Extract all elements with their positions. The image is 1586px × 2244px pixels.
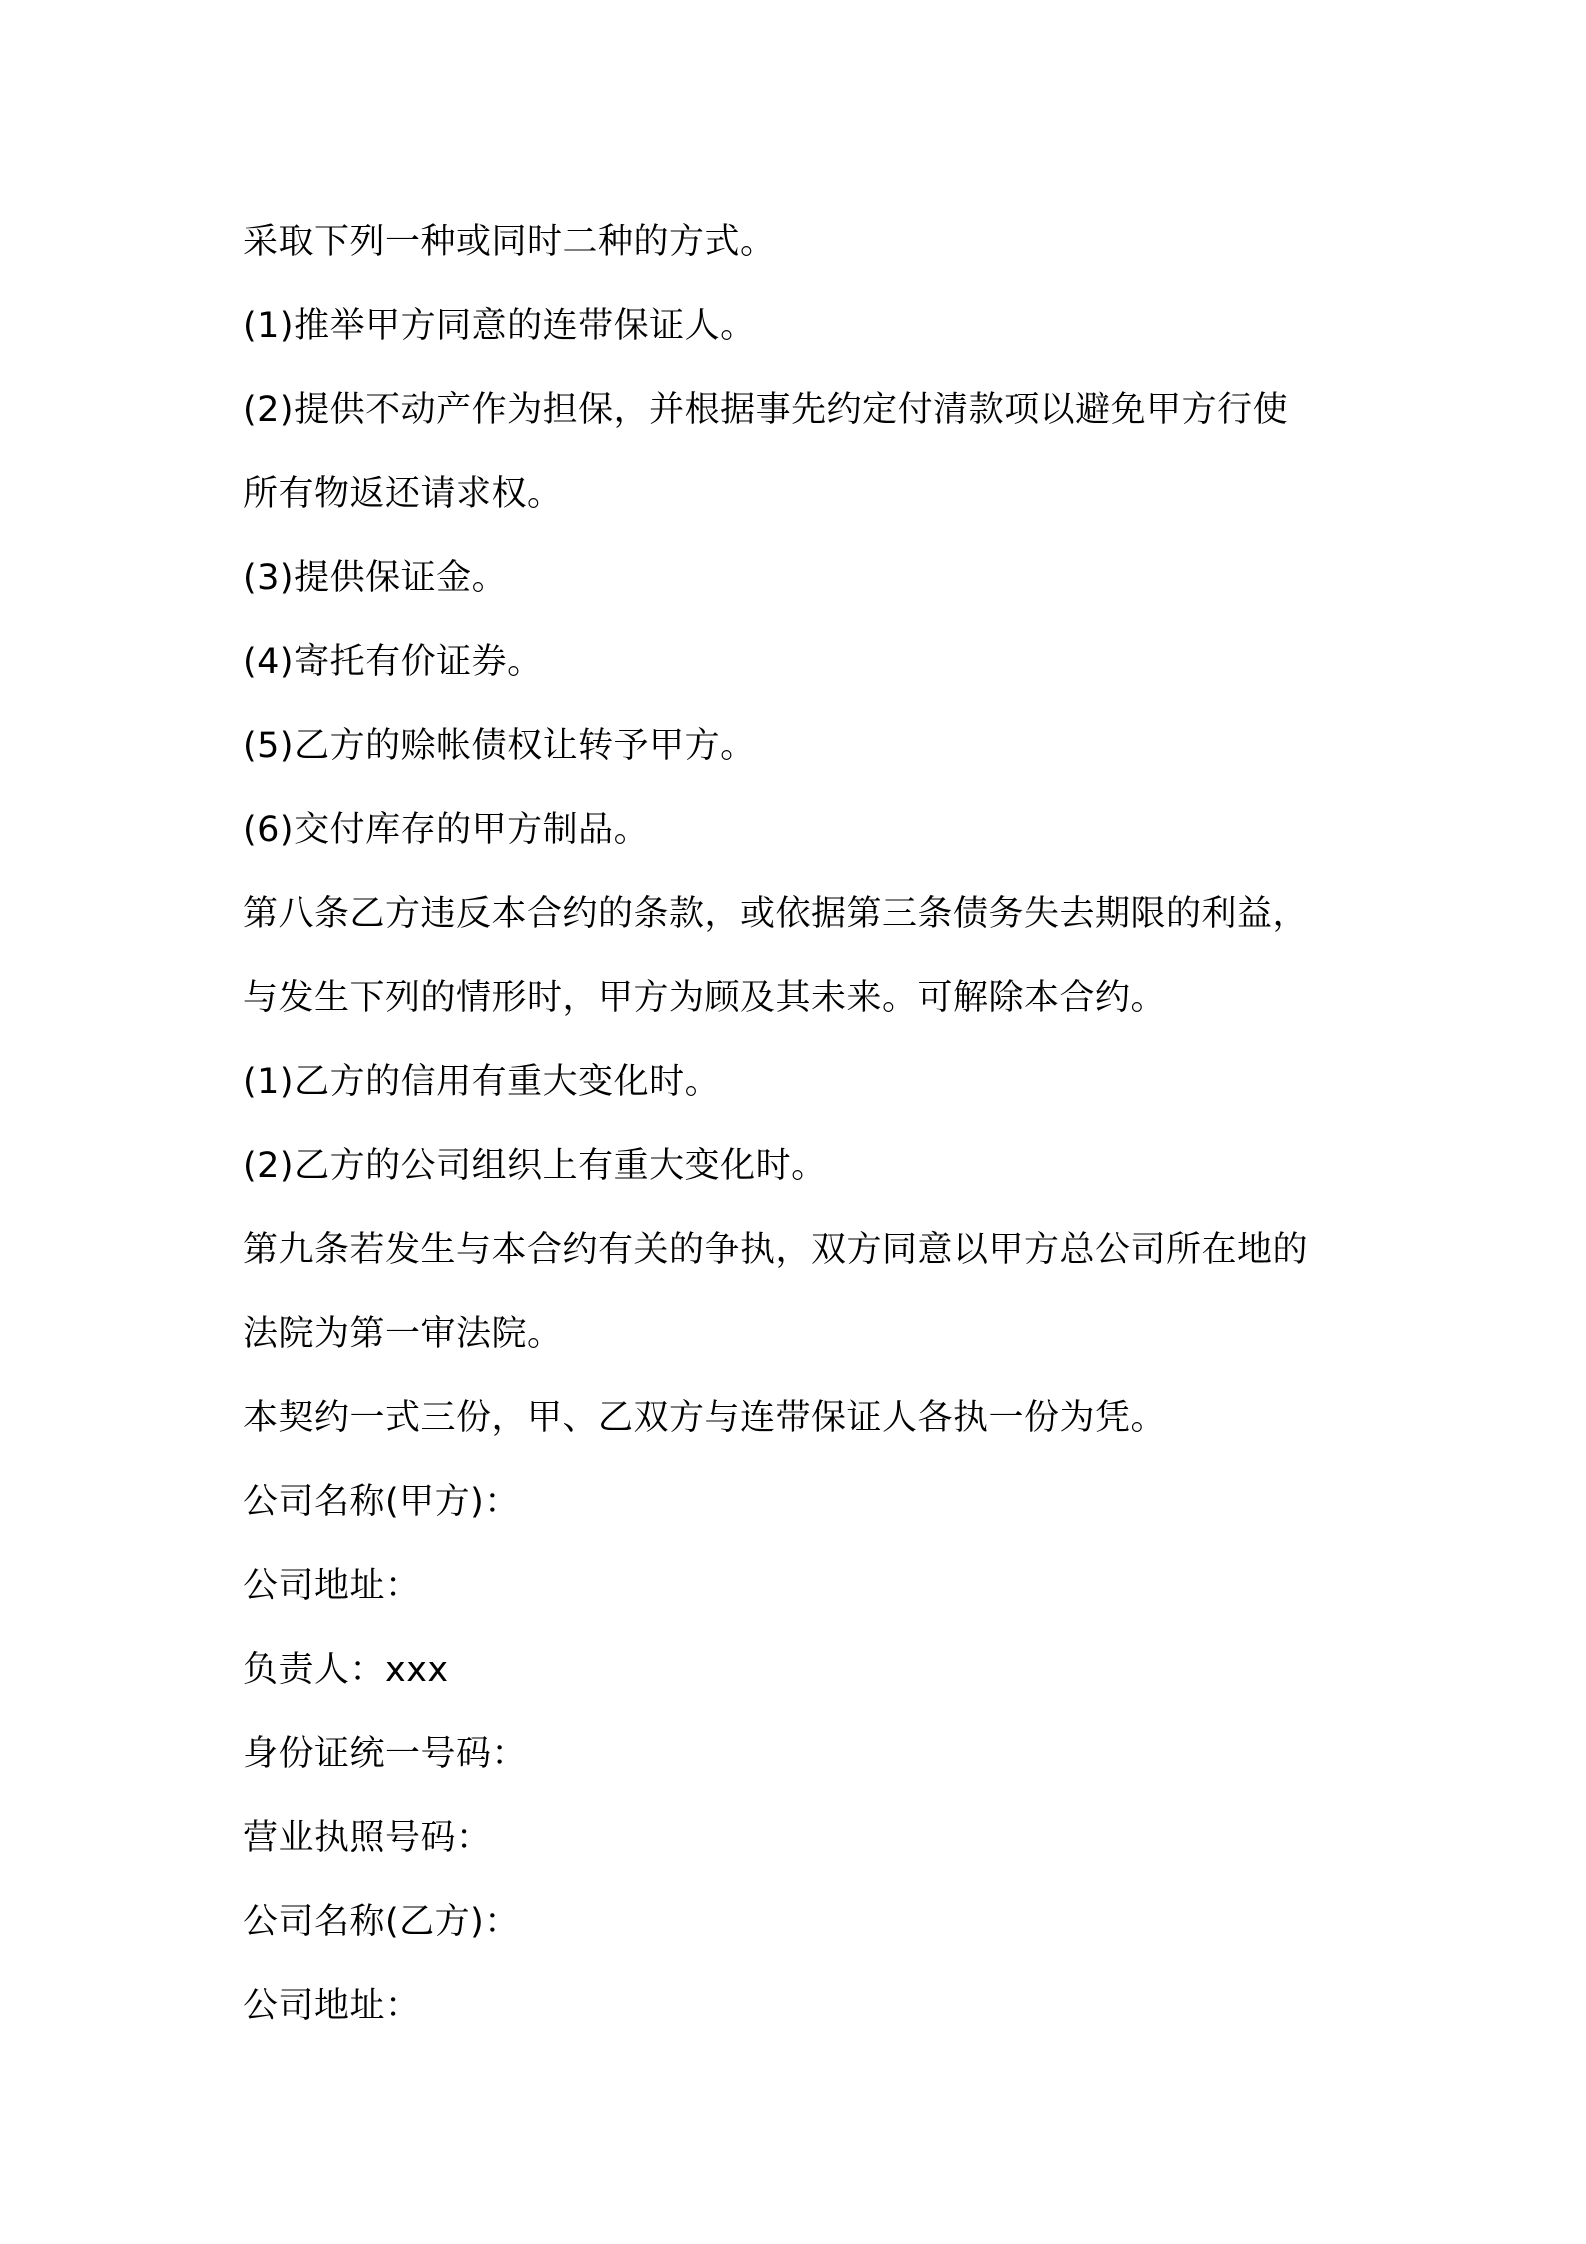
article-8-line: 第八条乙方违反本合约的条款，或依据第三条债务失去期限的利益， xyxy=(243,894,1309,934)
document-body xyxy=(243,200,1363,2048)
party-a-company-name: 公司名称(甲方)： xyxy=(243,1482,520,1522)
party-a-company-address: 公司地址： xyxy=(243,1566,421,1606)
text-line: (1)乙方的信用有重大变化时。 xyxy=(243,1062,721,1102)
text-line: (6)交付库存的甲方制品。 xyxy=(243,810,650,850)
business-license-number: 营业执照号码： xyxy=(243,1818,492,1858)
responsible-person: 负责人：xxx xyxy=(243,1650,449,1690)
text-line: 所有物返还请求权。 xyxy=(243,474,563,514)
article-9-line: 第九条若发生与本合约有关的争执，双方同意以甲方总公司所在地的 xyxy=(243,1230,1309,1270)
text-line: (5)乙方的赊帐债权让转予甲方。 xyxy=(243,726,756,766)
party-b-company-address: 公司地址： xyxy=(243,1986,421,2026)
text-line: (2)提供不动产作为担保，并根据事先约定付清款项以避免甲方行使 xyxy=(243,390,1289,430)
text-line: 采取下列一种或同时二种的方式。 xyxy=(243,222,776,262)
text-line: (2)乙方的公司组织上有重大变化时。 xyxy=(243,1146,827,1186)
party-b-company-name: 公司名称(乙方)： xyxy=(243,1902,520,1942)
text-line: 法院为第一审法院。 xyxy=(243,1314,563,1354)
id-number: 身份证统一号码： xyxy=(243,1734,528,1774)
text-line: 与发生下列的情形时，甲方为顾及其未来。可解除本合约。 xyxy=(243,978,1167,1018)
text-line: (1)推举甲方同意的连带保证人。 xyxy=(243,306,756,346)
text-line: (4)寄托有价证券。 xyxy=(243,642,543,682)
text-line: 本契约一式三份，甲、乙双方与连带保证人各执一份为凭。 xyxy=(243,1398,1167,1438)
text-line: (3)提供保证金。 xyxy=(243,558,508,598)
